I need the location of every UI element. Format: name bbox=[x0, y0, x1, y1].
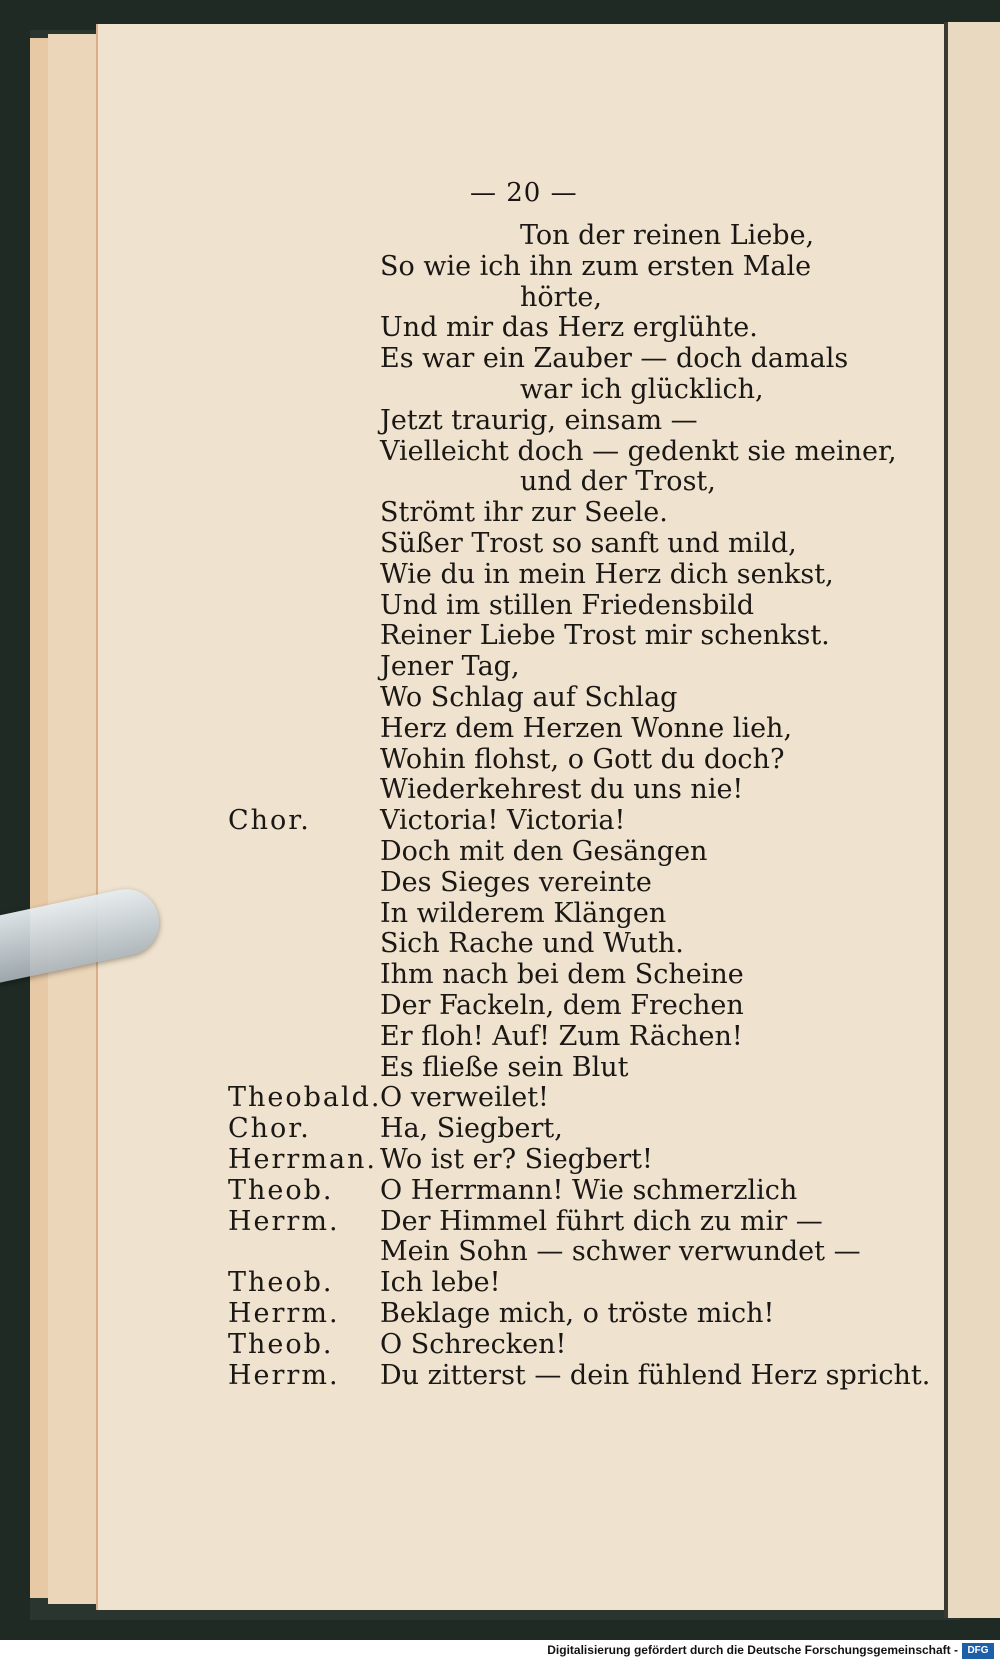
speaker-label: Theob. bbox=[228, 1328, 334, 1360]
verse-line: Du zitterst — dein fühlend Herz spricht. bbox=[380, 1359, 931, 1391]
verse-line: Es war ein Zauber — doch damals bbox=[380, 343, 849, 375]
verse-line: Vielleicht doch — gedenkt sie meiner, bbox=[380, 435, 897, 467]
verse-line: Mein Sohn — schwer verwundet — bbox=[380, 1236, 861, 1268]
speaker-label: Theob. bbox=[228, 1174, 334, 1206]
verse-line: Wo ist er? Siegbert! bbox=[380, 1144, 653, 1175]
verse-line: hörte, bbox=[520, 281, 602, 313]
verse-line: Des Sieges vereinte bbox=[380, 866, 652, 898]
speaker-label: Theob. bbox=[228, 1267, 334, 1299]
verse-line: In wilderem Klängen bbox=[380, 897, 667, 929]
speaker-label: Chor. bbox=[228, 1113, 311, 1145]
footer-credit: Digitalisierung gefördert durch die Deutsche Forschungsgemeinschaft - bbox=[547, 1643, 958, 1657]
verse-line: Ha, Siegbert, bbox=[380, 1113, 563, 1145]
verse-line: Süßer Trost so sanft und mild, bbox=[380, 528, 797, 559]
verse-line: war ich glücklich, bbox=[520, 374, 764, 405]
dfg-logo: DFG bbox=[962, 1643, 994, 1659]
verse-line: Herz dem Herzen Wonne lieh, bbox=[380, 712, 793, 744]
verse-line: Und mir das Herz erglühte. bbox=[380, 312, 758, 344]
speaker-label: Herrm. bbox=[228, 1205, 340, 1237]
footer bbox=[0, 1640, 1000, 1664]
verse-line: Und im stillen Friedensbild bbox=[380, 589, 754, 621]
verse-line: Doch mit den Gesängen bbox=[380, 836, 708, 867]
verse-line: Er floh! Auf! Zum Rächen! bbox=[380, 1020, 743, 1052]
verse-line: Ihm nach bei dem Scheine bbox=[380, 959, 744, 991]
verse-line: und der Trost, bbox=[520, 466, 716, 498]
verse-line: Ton der reinen Liebe, bbox=[520, 220, 815, 251]
facing-page-edge bbox=[944, 22, 1000, 1618]
page-number: — 20 — bbox=[470, 178, 578, 208]
speaker-label: Herrm. bbox=[228, 1298, 340, 1329]
verse-line: Wohin flohst, o Gott du doch? bbox=[380, 743, 785, 775]
verse-line: Strömt ihr zur Seele. bbox=[380, 497, 668, 529]
verse-line: Victoria! Victoria! bbox=[380, 805, 626, 837]
verse-line: Beklage mich, o tröste mich! bbox=[380, 1298, 775, 1329]
verse-line: Sich Rache und Wuth. bbox=[380, 928, 684, 960]
speaker-label: Herrm. bbox=[228, 1359, 340, 1391]
speaker-label: Chor. bbox=[228, 805, 311, 837]
verse-line: Ich lebe! bbox=[380, 1267, 501, 1299]
verse-line: O verweilet! bbox=[380, 1082, 549, 1114]
verse-line: Der Fackeln, dem Frechen bbox=[380, 990, 744, 1021]
verse-line: O Schrecken! bbox=[380, 1328, 567, 1360]
speaker-label: Herrman. bbox=[228, 1144, 378, 1175]
verse-line: Wo Schlag auf Schlag bbox=[380, 682, 678, 713]
verse-line: O Herrmann! Wie schmerzlich bbox=[380, 1174, 798, 1206]
verse-line: Jetzt traurig, einsam — bbox=[380, 404, 698, 436]
verse-line: Es fließe sein Blut bbox=[380, 1051, 629, 1083]
verse-line: Wie du in mein Herz dich senkst, bbox=[380, 558, 834, 590]
speaker-label: Theobald. bbox=[228, 1082, 382, 1114]
verse-line: So wie ich ihn zum ersten Male bbox=[380, 250, 812, 282]
verse-line: Der Himmel führt dich zu mir — bbox=[380, 1205, 823, 1237]
verse-line: Jener Tag, bbox=[380, 651, 520, 683]
verse-line: Reiner Liebe Trost mir schenkst. bbox=[380, 620, 830, 652]
verse-line: Wiederkehrest du uns nie! bbox=[380, 774, 744, 806]
